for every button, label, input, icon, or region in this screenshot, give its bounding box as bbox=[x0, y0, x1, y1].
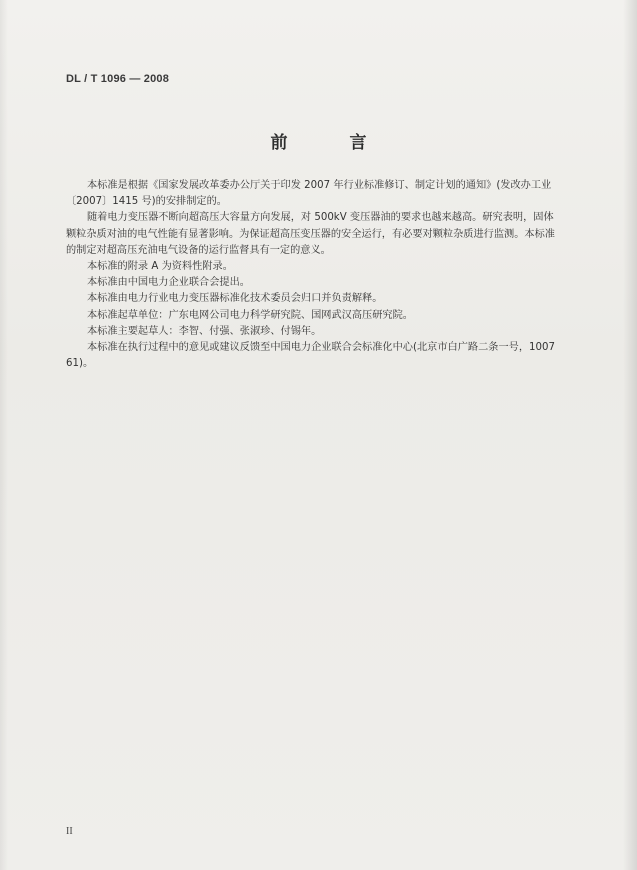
foreword-paragraph: 随着电力变压器不断向超高压大容量方向发展，对 500kV 变压器油的要求也越来越高。研究表明，固体颗粒杂质对油的电气性能有显著影响。为保证超高压变压器的安全运行，有必要对颗粒杂质进行监测。本标准的制定对超高压充油电气设备的运行监督具有一定的意义。 bbox=[66, 212, 555, 256]
page-title: 前 言 bbox=[270, 133, 395, 153]
foreword-paragraph: 本标准在执行过程中的意见或建议反馈至中国电力企业联合会标准化中心(北京市白广路二条一号，100761)。 bbox=[66, 342, 555, 370]
foreword-paragraph: 本标准是根据《国家发展改革委办公厅关于印发 2007 年行业标准修订、制定计划的通知》(发改办工业〔2007〕1415 号)的安排制定的。 bbox=[66, 180, 552, 208]
foreword-paragraph: 本标准由电力行业电力变压器标准化技术委员会归口并负责解释。 bbox=[87, 293, 383, 305]
foreword-paragraph: 本标准主要起草人：李智、付强、张淑珍、付锡年。 bbox=[87, 325, 322, 337]
foreword-paragraph: 本标准的附录 A 为资料性附录。 bbox=[87, 261, 233, 273]
foreword-paragraph: 本标准起草单位：广东电网公司电力科学研究院、国网武汉高压研究院。 bbox=[87, 309, 413, 321]
foreword-paragraph: 本标准由中国电力企业联合会提出。 bbox=[87, 277, 250, 289]
foreword-body bbox=[66, 178, 558, 372]
page-number: II bbox=[66, 826, 73, 837]
standard-code: DL / T 1096 — 2008 bbox=[66, 73, 170, 85]
